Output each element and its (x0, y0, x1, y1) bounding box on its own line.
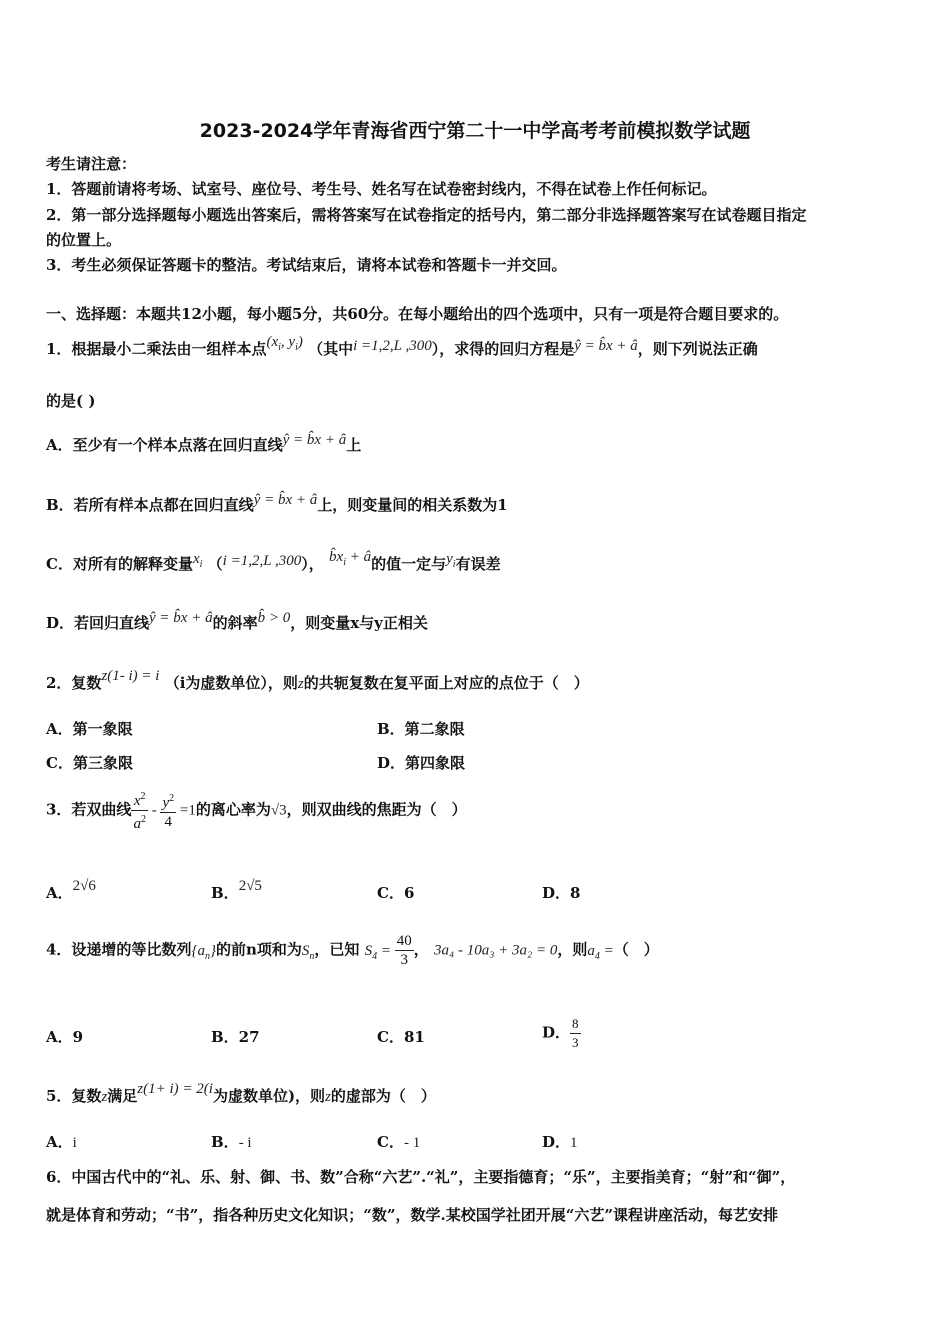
question-6-stem-cont: 就是体育和劳动；“书”，指各种历史文化知识；“数”，数学.某校国学社团开展“六艺”课程讲座活动，每艺安排 (46, 1206, 778, 1224)
q5-option-c: C．- 1 (377, 1133, 421, 1151)
q1-option-a: A．至少有一个样本点落在回归直线ŷ = b̂x + â上 (46, 432, 362, 454)
q3-option-d: D．8 (542, 884, 581, 902)
q4-option-c: C．81 (377, 1028, 425, 1046)
notice-item: 2．第一部分选择题每小题选出答案后，需将答案写在试卷指定的括号内，第二部分非选择题答案写在试卷题目指定 (46, 206, 807, 224)
q1-option-b: B．若所有样本点都在回归直线ŷ = b̂x + â上，则变量间的相关系数为1 (46, 492, 508, 514)
hyperbola-term-y: $\frac{y^2}{4}$ (160, 790, 176, 831)
q2-option-d: D．第四象限 (377, 754, 466, 772)
s4-fraction: $\frac{40}{3}$ (396, 933, 412, 968)
hyperbola-term-x: $\frac{x^2}{a^2}$ (131, 788, 148, 833)
question-2-stem: 2．复数z(1- i) = i （i为虚数单位），则z的共轭复数在复平面上对应的点位于（ ） (46, 668, 589, 692)
q5-option-d: D．1 (542, 1133, 578, 1151)
q3-option-a: A．2√6 (46, 878, 96, 902)
q5-option-b: B．- i (211, 1133, 252, 1151)
q4-option-d: D． $\frac{8}{3}$ (542, 1016, 579, 1050)
q2-option-b: B．第二象限 (377, 720, 465, 738)
question-3-stem: 3．若双曲线 $\frac{x^2}{a^2}$ - $\frac{y^2}{4}$ =1的离心率为√3，则双曲线的焦距为（ ） (46, 788, 467, 833)
q4-option-b: B．27 (211, 1028, 260, 1046)
q5-option-a: A．i (46, 1133, 77, 1151)
q4-option-a: A．9 (46, 1028, 84, 1046)
question-4-stem: 4．设递增的等比数列$\{a_n\}$的前n项和为$S_n$，已知 $S_4$ = $\frac{40}{3}$ ， 3a₄ - 10a₃ + 3a₂ = 0，则$a_4$ =（ ） (46, 933, 659, 968)
q2-option-c: C．第三象限 (46, 754, 133, 772)
q3-option-b: B．2√5 (211, 878, 262, 902)
question-1-stem-cont: 的是( ) (46, 392, 96, 410)
q1-option-c: C．对所有的解释变量$x_i$ （i =1,2,L ,300）， $b̂x_i$ + â的值一定与$y_i$有误差 (46, 549, 501, 573)
notice-item: 的位置上。 (46, 231, 122, 249)
notice-heading: 考生请注意： (46, 155, 137, 173)
question-6-stem: 6．中国古代中的“礼、乐、射、御、书、数”合称“六艺”.“礼”，主要指德育；“乐”，主要指美育；“射”和“御”， (46, 1168, 796, 1186)
notice-item: 3．考生必须保证答题卡的整洁。考试结束后，请将本试卷和答题卡一并交回。 (46, 256, 567, 274)
q3-option-c: C．6 (377, 884, 415, 902)
section-heading: 一、选择题：本题共12小题，每小题5分，共60分。在每小题给出的四个选项中，只有一项是符合题目要求的。 (46, 305, 789, 323)
page-title: 2023-2024学年青海省西宁第二十一中学高考考前模拟数学试题 (199, 120, 751, 142)
q2-option-a: A．第一象限 (46, 720, 133, 738)
notice-item: 1．答题前请将考场、试室号、座位号、考生号、姓名写在试卷密封线内，不得在试卷上作任何标记。 (46, 180, 717, 198)
q1-option-d: D．若回归直线ŷ = b̂x + â的斜率b̂ > 0，则变量x与y正相关 (46, 610, 428, 632)
question-5-stem: 5．复数z满足z(1+ i) = 2(i为虚数单位)，则z的虚部为（ ） (46, 1081, 436, 1105)
question-1-stem: 1．根据最小二乘法由一组样本点($x_i$, $y_i$) （其中i =1,2,L ,300），求得的回归方程是ŷ = b̂x + â，则下列说法正确 (46, 334, 758, 358)
